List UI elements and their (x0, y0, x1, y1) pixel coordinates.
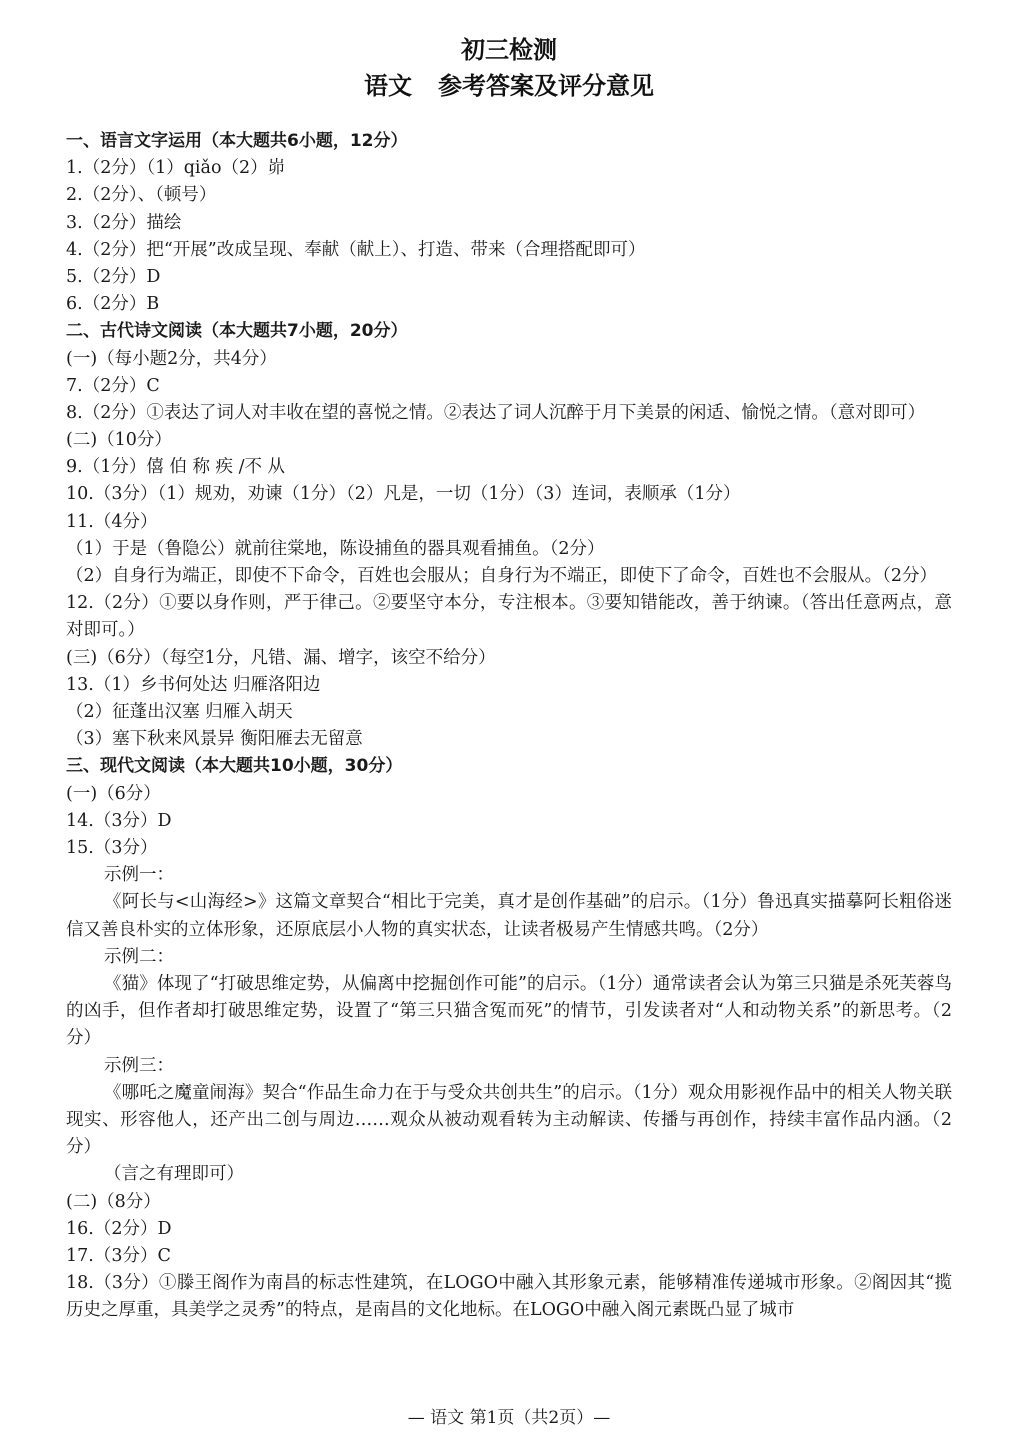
section-heading: 一、语言文字运用（本大题共6小题，12分） (66, 131, 408, 151)
answer-line: (二)（10分） (66, 430, 172, 451)
answer-line: 16.（2分）D (66, 1218, 172, 1239)
answer-line: （2）自身行为端正，即使不下命令，百姓也会服从；自身行为不端正，即使下了命令，百姓也不会服从。（2分） (66, 566, 938, 587)
answer-line: 18.（3分）①滕王阁作为南昌的标志性建筑，在LOGO中融入其形象元素，能够精准传递城市形象。②阁因其“揽历史之厚重，具美学之灵秀”的特点，是南昌的文化地标。在LOGO中融入阁元素既凸显了城市 (66, 1273, 952, 1321)
answer-line: 示例一： (104, 865, 174, 886)
answer-line: 2.（2分）、（顿号） (66, 185, 217, 206)
answer-line: 8.（2分）①表达了词人对丰收在望的喜悦之情。②表达了词人沉醉于月下美景的闲适、愉悦之情。（意对即可） (66, 402, 926, 423)
subtitle-label: 参考答案及评分意见 (438, 72, 654, 100)
section-heading: 三、现代文阅读（本大题共10小题，30分） (66, 756, 403, 777)
exam-title: 初三检测 (461, 36, 557, 64)
answer-line: 《阿长与<山海经>》这篇文章契合“相比于完美，真才是创作基础”的启示。（1分）鲁迅真实描摹阿长粗俗迷信又善良朴实的立体形象，还原底层小人物的真实状态，让读者极易产生情感共鸣。（2分） (66, 892, 952, 940)
answer-line: 6.（2分）B (66, 294, 160, 315)
answer-line: 1.（2分）（1）qiǎo（2）峁 (66, 158, 286, 179)
answer-line: (三)（6分）（每空1分，凡错、漏、增字，该空不给分） (66, 647, 496, 668)
answer-line: (一)（每小题2分，共4分） (66, 348, 277, 369)
answer-line: 3.（2分）描绘 (66, 212, 182, 233)
answer-line: 14.（3分）D (66, 810, 172, 831)
answer-line: （3）塞下秋来风景异 衡阳雁去无留意 (66, 729, 363, 750)
answer-line: （1）于是（鲁隐公）就前往棠地，陈设捕鱼的器具观看捕鱼。（2分） (66, 538, 605, 559)
answer-line: (一)（6分） (66, 783, 161, 804)
answer-line: 5.（2分）D (66, 266, 161, 287)
answer-line: 13.（1）乡书何处达 归雁洛阳边 (66, 674, 321, 695)
answer-line: 10.（3分）（1）规劝，劝谏（1分）（2）凡是，一切（1分）（3）连词，表顺承（1分） (66, 484, 741, 505)
answer-line: （言之有理即可） (104, 1164, 244, 1185)
answer-body (66, 128, 952, 1324)
answer-line: (二)（8分） (66, 1191, 161, 1212)
answer-line: 示例三： (104, 1055, 174, 1076)
answer-line: （2）征蓬出汉塞 归雁入胡天 (66, 702, 293, 722)
answer-line: 《哪吒之魔童闹海》契合“作品生命力在于与受众共创共生”的启示。（1分）观众用影视作品中的相关人物关联现实、形容他人，还产出二创与周边……观众从被动观看转为主动解读、传播与再创作，持续丰富作品内涵。（2分） (66, 1082, 952, 1158)
answer-line: 11.（4分） (66, 511, 158, 532)
answer-line: 《猫》体现了“打破思维定势，从偏离中挖掘创作可能”的启示。（1分）通常读者会认为第三只猫是杀死芙蓉鸟的凶手，但作者却打破思维定势，设置了“第三只猫含冤而死”的情节，引发读者对“人和动物关系”的新思考。（2分） (66, 973, 952, 1049)
answer-line: 7.（2分）C (66, 375, 160, 396)
answer-line: 17.（3分）C (66, 1245, 171, 1266)
section-heading: 二、古代诗文阅读（本大题共7小题，20分） (66, 321, 408, 342)
answer-line: 12.（2分）①要以身作则，严于律己。②要坚守本分，专注根本。③要知错能改，善于纳谏。（答出任意两点，意对即可。） (66, 593, 952, 641)
subject-label: 语文 (364, 72, 412, 100)
answer-line: 示例二： (104, 946, 174, 967)
document-subtitle (0, 70, 1018, 102)
answer-line: 15.（3分） (66, 837, 158, 858)
answer-line: 9.（1分）僖 伯 称 疾 /不 从 (66, 457, 286, 478)
answer-line: 4.（2分）把“开展”改成呈现、奉献（献上）、打造、带来（合理搭配即可） (66, 239, 646, 260)
page-footer: — 语文 第1页（共2页）— (407, 1408, 611, 1428)
